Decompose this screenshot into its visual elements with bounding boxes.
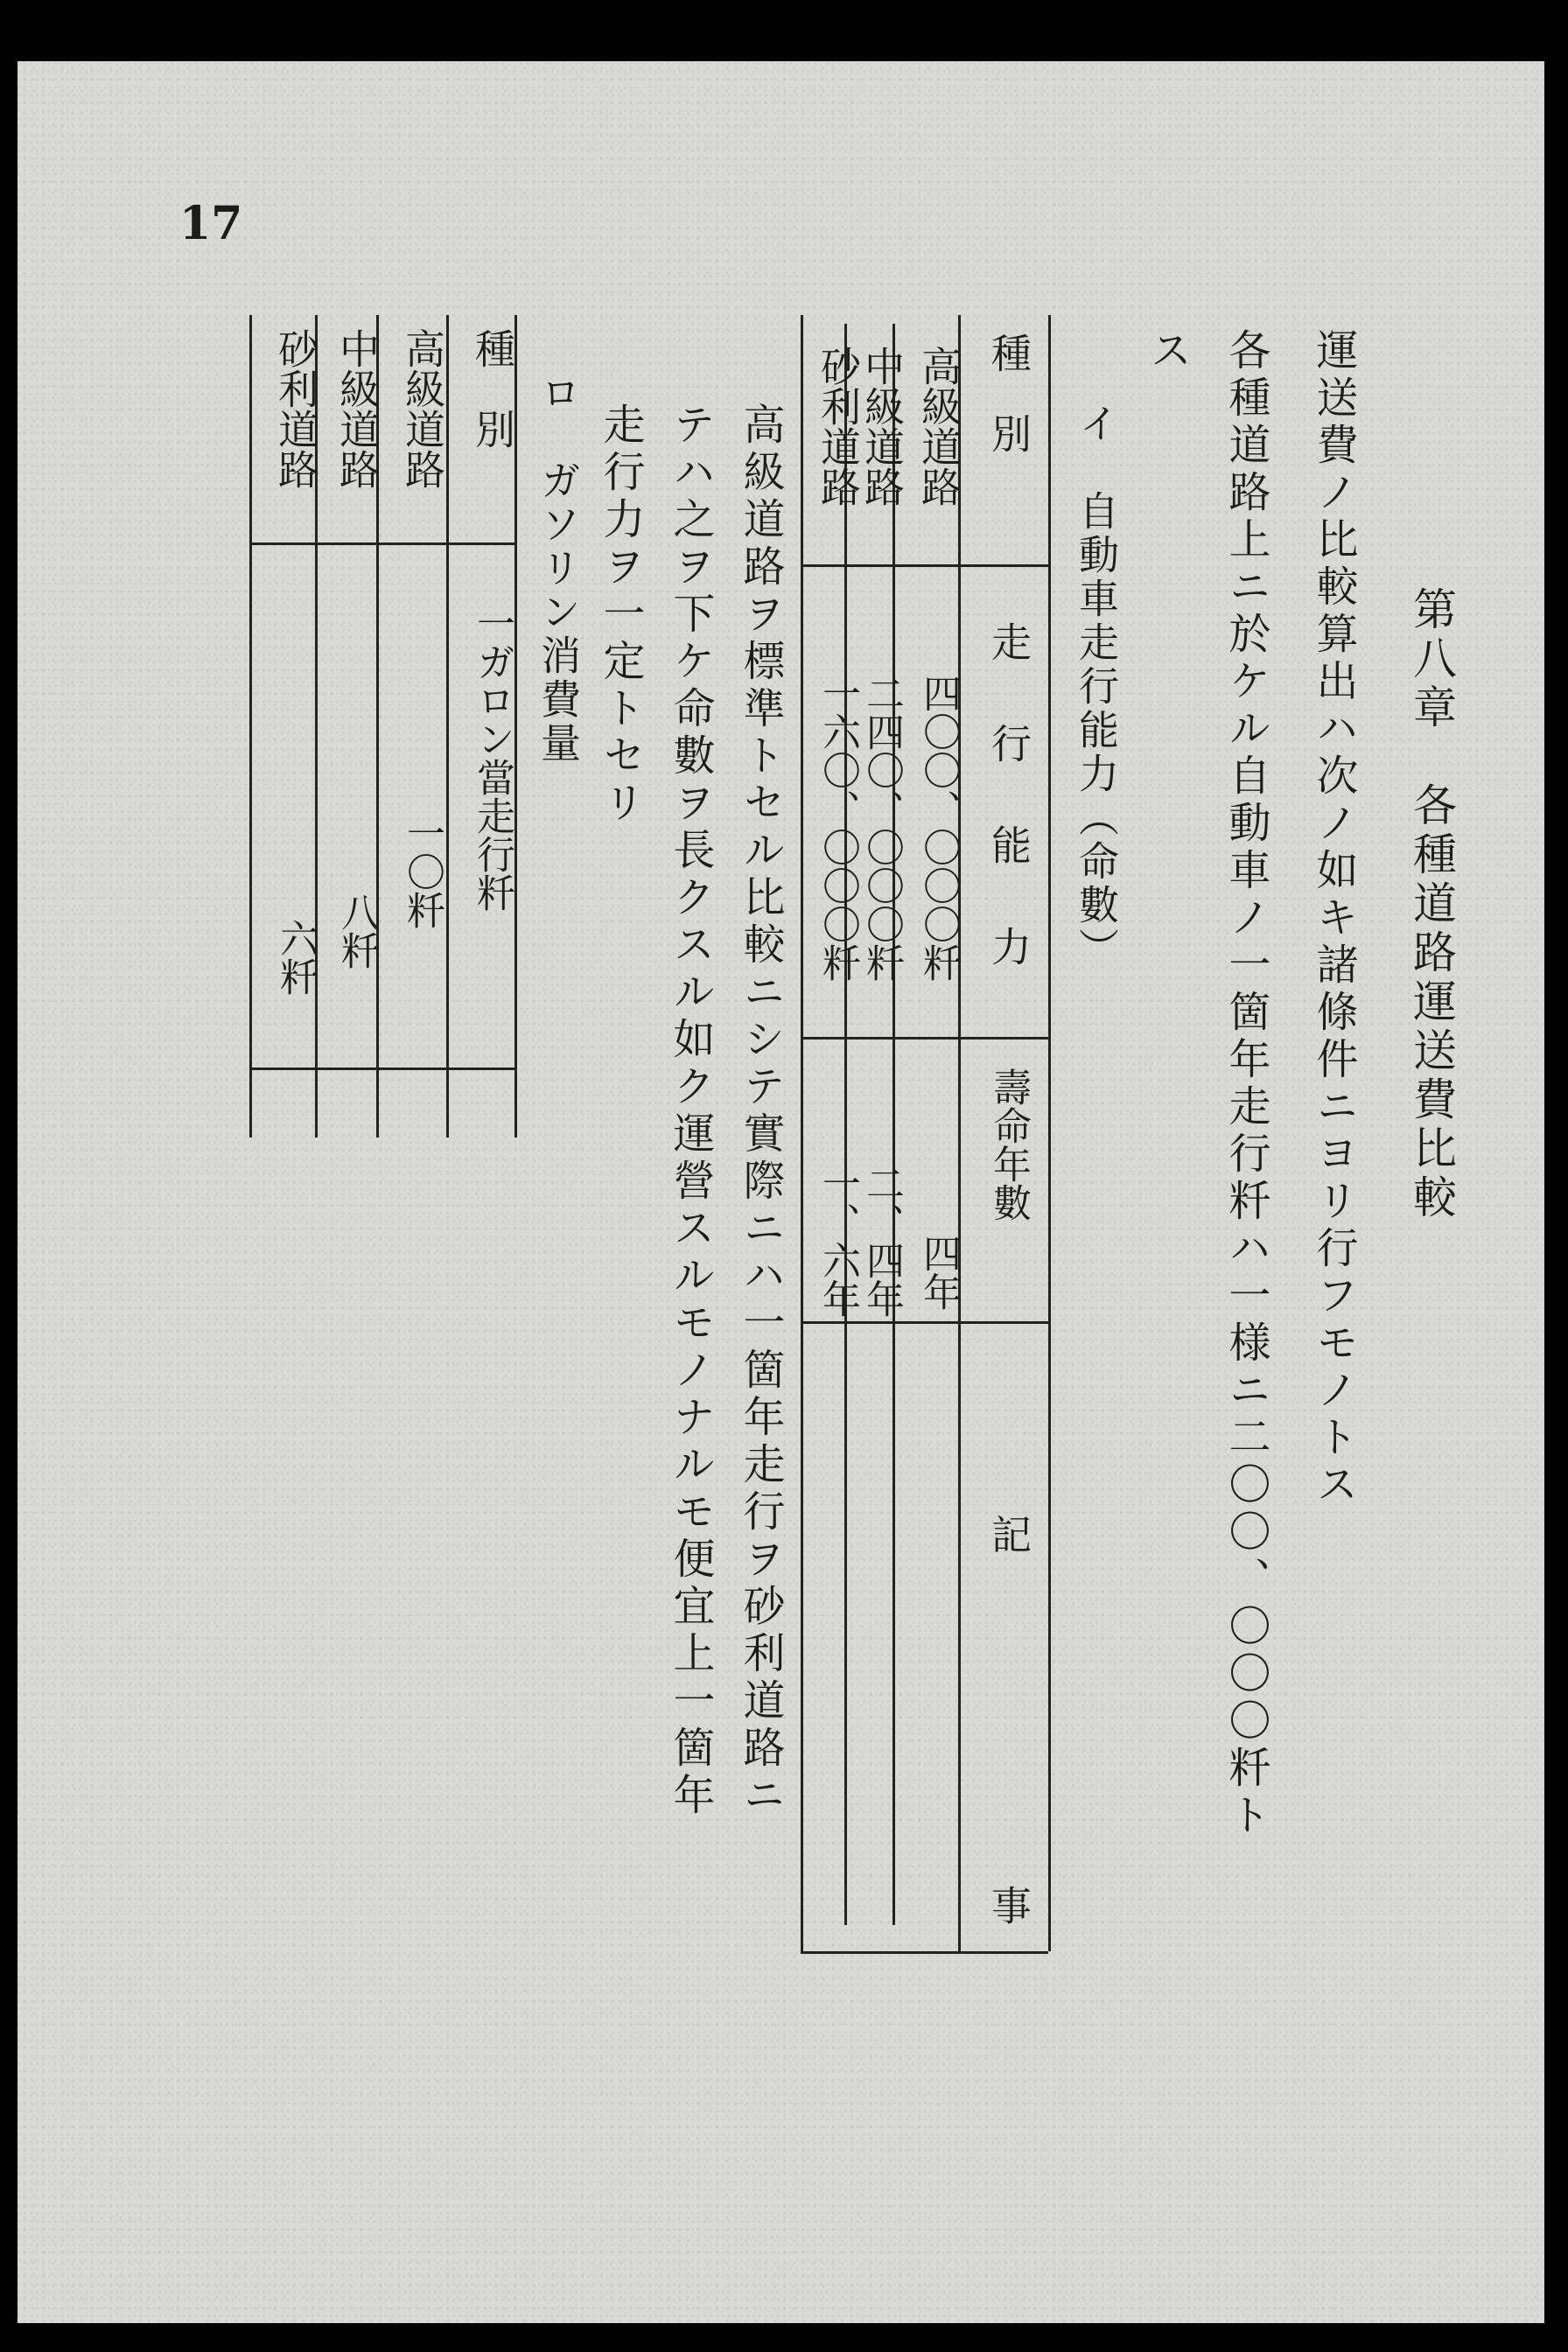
table-col-divider-2 xyxy=(801,1037,1048,1040)
table-border-left xyxy=(801,315,803,1951)
gas-table-bottom-rule xyxy=(249,1068,514,1070)
table-border-right xyxy=(1048,315,1051,1951)
table-header-life: 壽命年數 xyxy=(986,1068,1031,1222)
section-ro-heading: ロ ガソリン消費量 xyxy=(535,372,582,766)
row3-life: 一、六年 xyxy=(816,1164,860,1318)
gas-header-value: 一ガロン當走行粁 xyxy=(470,604,514,912)
gas-row3-kind: 砂利道路 xyxy=(272,328,319,489)
row3-capacity: 一六〇、〇〇〇粁 xyxy=(816,674,860,982)
table-header-note: 記 事 xyxy=(985,1514,1032,1978)
page-number: 17 xyxy=(179,197,243,250)
row1-kind: 高級道路 xyxy=(915,346,962,507)
row2-life: 二、四年 xyxy=(859,1164,904,1318)
gas-row2-kind: 中級道路 xyxy=(333,328,381,489)
table-header-kind: 種 別 xyxy=(985,332,1032,453)
section-i-heading: イ 自動車走行能力（命數） xyxy=(1073,402,1120,971)
row1-life: 四年 xyxy=(916,1234,961,1311)
intro-line-1: 運送費ノ比較算出ハ次ノ如キ諸條件ニヨリ行フモノトス xyxy=(1309,328,1358,1509)
row2-kind: 中級道路 xyxy=(858,346,906,507)
row2-capacity: 二四〇、〇〇〇粁 xyxy=(859,674,904,982)
intro-line-3: ス xyxy=(1143,328,1192,370)
intro-line-2: 各種道路上ニ於ケル自動車ノ一箇年走行粁ハ一様ニ二〇〇、〇〇〇粁ト xyxy=(1222,328,1270,1840)
gas-row3-value: 六粁 xyxy=(273,919,318,996)
table-divider-header xyxy=(958,315,961,1951)
table-col-divider-3 xyxy=(801,1321,1048,1324)
section-i-body-2: テハ之ヲ下ケ命數ヲ長クスル如ク運營スルモノナルモ便宜上一箇年 xyxy=(666,402,715,1820)
gas-table-border-left xyxy=(249,315,252,1138)
row1-capacity: 四〇〇、〇〇〇粁 xyxy=(916,674,961,982)
gas-table-col-divider xyxy=(249,542,514,545)
section-i-body-3: 走行力ヲ一定トセリ xyxy=(596,402,645,828)
scanned-page xyxy=(18,61,1544,2323)
table-col-divider-1 xyxy=(801,564,1048,567)
section-i-body-1: 高級道路ヲ標準トセル比較ニシテ實際ニハ一箇年走行ヲ砂利道路ニ xyxy=(736,402,785,1820)
table-header-capacity: 走 行 能 力 xyxy=(985,621,1032,976)
gas-row1-value: 一〇粁 xyxy=(400,814,444,929)
gas-row1-kind: 高級道路 xyxy=(399,328,446,489)
gas-row2-value: 八粁 xyxy=(334,892,379,970)
row3-kind: 砂利道路 xyxy=(815,346,862,507)
gas-header-kind: 種 別 xyxy=(469,328,516,449)
chapter-heading: 第八章 各種道路運送費比較 xyxy=(1406,586,1457,1223)
